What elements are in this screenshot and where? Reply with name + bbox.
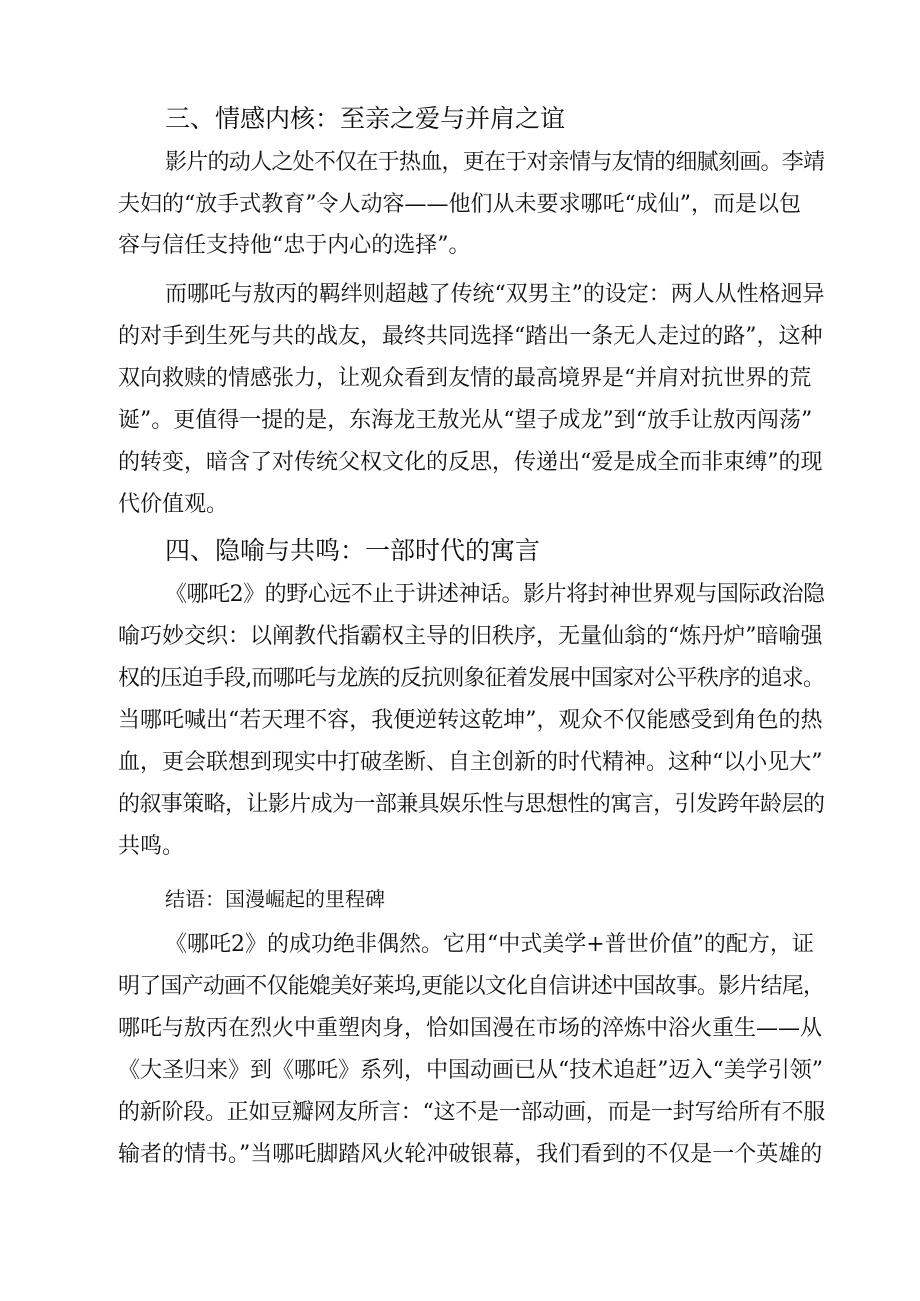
section3-p2-line-3: 双向救赎的情感张力，让观众看到友情的最高境界是“并肩对抗世界的荒 [118,366,812,391]
conclusion-p1-line-6: 输者的情书。”当哪吒脚踏风火轮冲破银幕，我们看到的不仅是一个英雄的 [118,1142,823,1167]
section4-heading: 四、隐喻与共鸣：一部时代的寓言 [165,536,541,565]
section4-p1-line-5: 血，更会联想到现实中打破垄断、自主创新的时代精神。这种“以小见大” [118,750,823,775]
section4-p1-line-7: 共鸣。 [118,834,185,859]
section4-p1-line-1: 《哪吒2》的野心远不止于讲述神话。影片将封神世界观与国际政治隐 [165,582,825,607]
section3-p2-line-4: 诞”。更值得一提的是，东海龙王敖光从“望子成龙”到“放手让敖丙闯荡” [118,408,813,433]
conclusion-heading: 结语：国漫崛起的里程碑 [165,887,385,911]
conclusion-p1-line-2: 明了国产动画不仅能媲美好莱坞,更能以文化自信讲述中国故事。影片结尾， [118,974,825,999]
section4-p1-line-2: 喻巧妙交织：以阐教代指霸权主导的旧秩序，无量仙翁的“炼丹炉”暗喻强 [118,624,823,649]
section3-p1-line-3: 容与信任支持他“忠于内心的选择”。 [118,233,471,258]
conclusion-p1-line-1: 《哪吒2》的成功绝非偶然。它用“中式美学+普世价值”的配方，证 [165,932,814,957]
section3-p1-line-1: 影片的动人之处不仅在于热血，更在于对亲情与友情的细腻刻画。李靖 [165,150,825,175]
section3-p2-line-6: 代价值观。 [118,492,229,517]
section3-p2-line-1: 而哪吒与敖丙的羁绊则超越了传统“双男主”的设定：两人从性格迥异 [165,282,825,307]
section4-p1-line-6: 的叙事策略，让影片成为一部兼具娱乐性与思想性的寓言，引发跨年龄层的 [118,792,825,817]
conclusion-p1-line-3: 哪吒与敖丙在烈火中重塑肉身，恰如国漫在市场的淬炼中浴火重生——从 [118,1016,823,1041]
section3-p2-line-2: 的对手到生死与共的战友，最终共同选择“踏出一条无人走过的路”，这种 [118,324,823,349]
section3-p1-line-2: 夫妇的“放手式教育”令人动容——他们从未要求哪吒“成仙”，而是以包 [118,192,801,217]
section4-p1-line-4: 当哪吒喊出“若天理不容，我便逆转这乾坤”，观众不仅能感受到角色的热 [118,708,823,733]
section3-p2-line-5: 的转变，暗含了对传统父权文化的反思，传递出“爱是成全而非束缚”的现 [118,450,823,475]
section3-heading: 三、情感内核：至亲之爱与并肩之谊 [165,104,566,133]
conclusion-p1-line-4: 《大圣归来》到《哪吒》系列，中国动画已从“技术追赶”迈入“美学引领” [118,1058,823,1083]
section4-p1-line-3: 权的压迫手段,而哪吒与龙族的反抗则象征着发展中国家对公平秩序的追求。 [118,666,825,691]
conclusion-p1-line-5: 的新阶段。正如豆瓣网友所言：“这不是一部动画，而是一封写给所有不服 [118,1100,825,1125]
